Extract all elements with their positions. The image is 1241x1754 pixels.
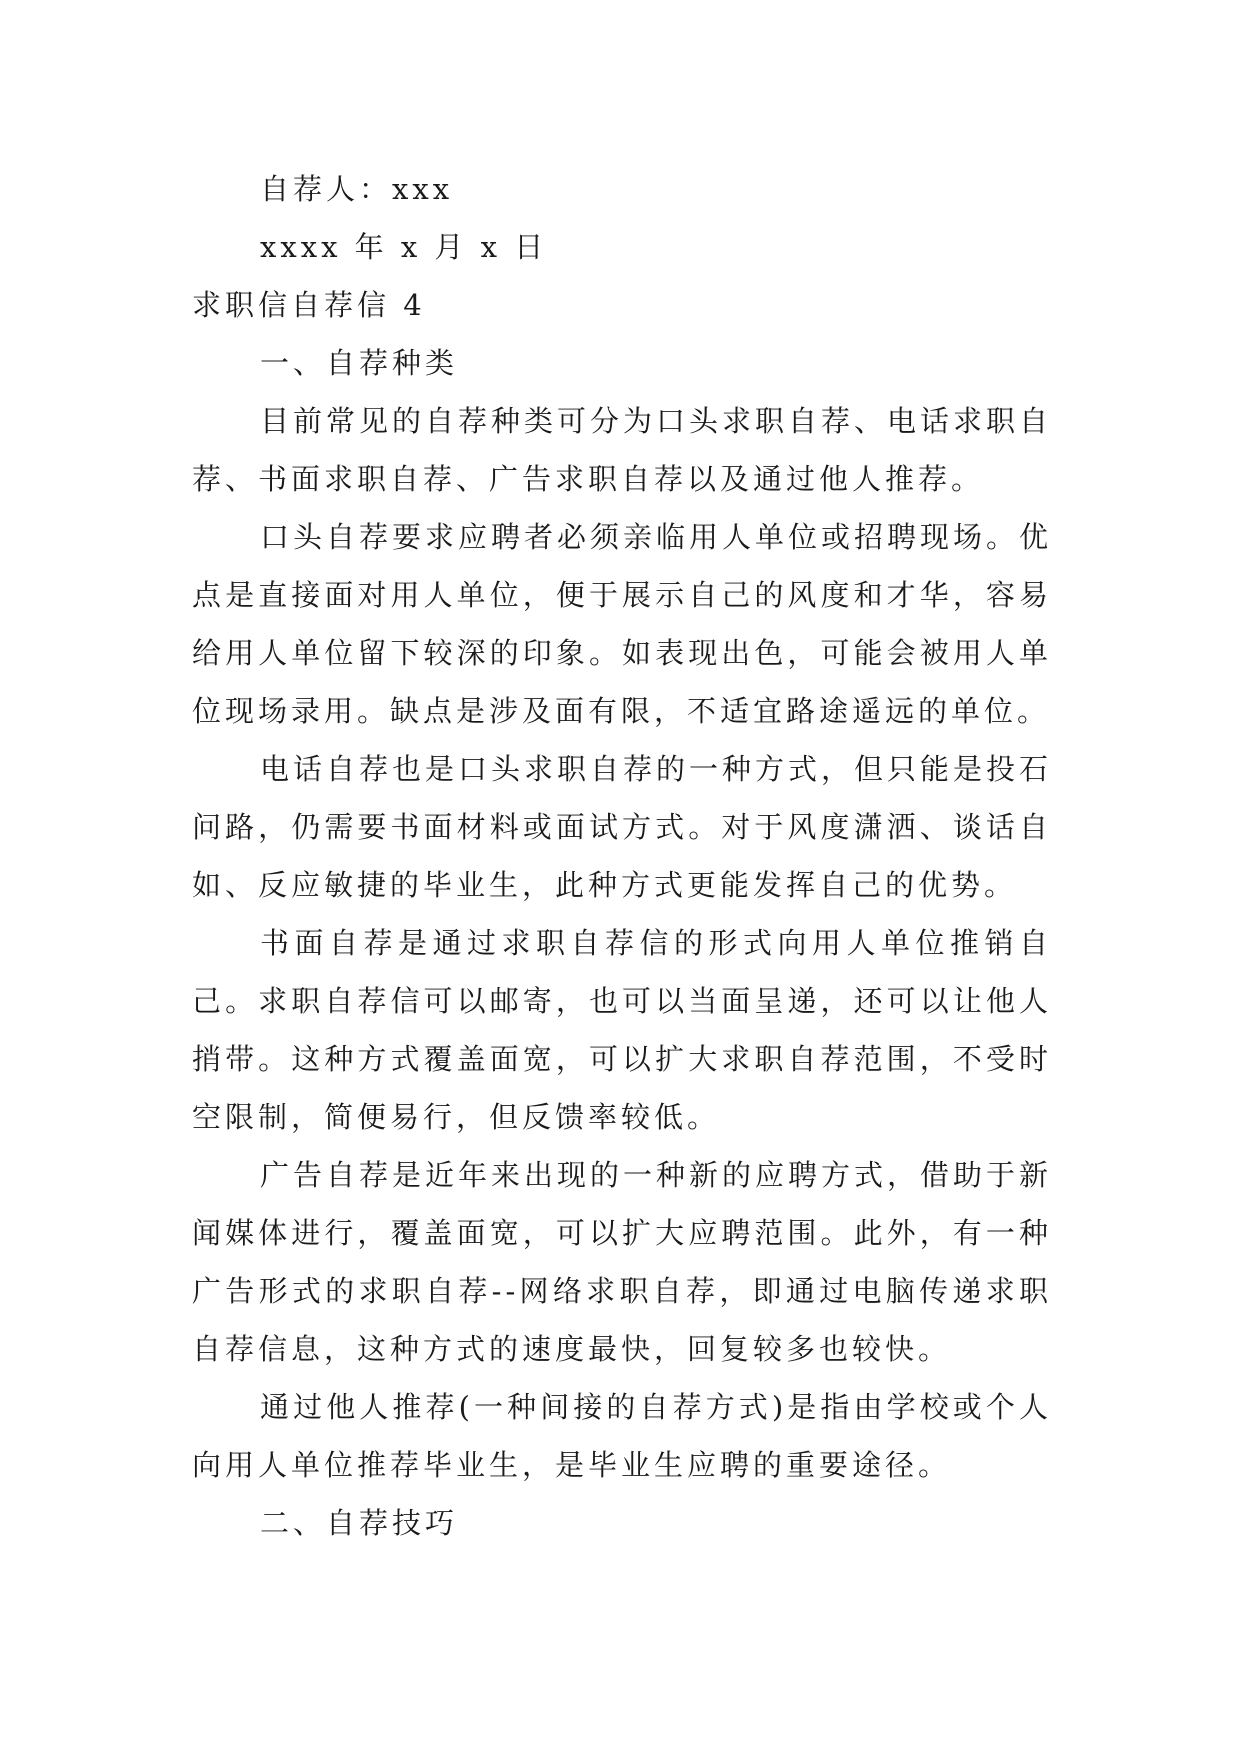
signature-author: 自荐人：xxx [260, 172, 454, 206]
paragraph: 电话自荐也是口头求职自荐的一种方式，但只能是投石问路，仍需要书面材料或面试方式。对于风度潇洒、谈话自如、反应敏捷的毕业生，此种方式更能发挥自己的优势。 [192, 752, 1053, 902]
section-heading: 一、自荐种类 [260, 346, 459, 380]
section-heading: 二、自荐技巧 [260, 1506, 459, 1540]
paragraph: 目前常见的自荐种类可分为口头求职自荐、电话求职自荐、书面求职自荐、广告求职自荐以及通过他人推荐。 [192, 404, 1053, 496]
signature-date: xxxx 年 x 月 x 日 [260, 230, 548, 264]
paragraph: 书面自荐是通过求职自荐信的形式向用人单位推销自己。求职自荐信可以邮寄，也可以当面呈递，还可以让他人捎带。这种方式覆盖面宽，可以扩大求职自荐范围，不受时空限制，简便易行，但反馈率较低。 [192, 926, 1052, 1134]
paragraph: 广告自荐是近年来出现的一种新的应聘方式，借助于新闻媒体进行，覆盖面宽，可以扩大应聘范围。此外，有一种广告形式的求职自荐--网络求职自荐，即通过电脑传递求职自荐信息，这种方式的速度最快，回复较多也较快。 [192, 1158, 1053, 1366]
paragraph: 口头自荐要求应聘者必须亲临用人单位或招聘现场。优点是直接面对用人单位，便于展示自己的风度和才华，容易给用人单位留下较深的印象。如表现出色，可能会被用人单位现场录用。缺点是涉及面有限，不适宜路途遥远的单位。 [192, 520, 1053, 728]
letter-title: 求职信自荐信 4 [192, 288, 426, 322]
document-body [192, 160, 1052, 1552]
paragraph: 通过他人推荐(一种间接的自荐方式)是指由学校或个人向用人单位推荐毕业生，是毕业生应聘的重要途径。 [192, 1390, 1052, 1482]
